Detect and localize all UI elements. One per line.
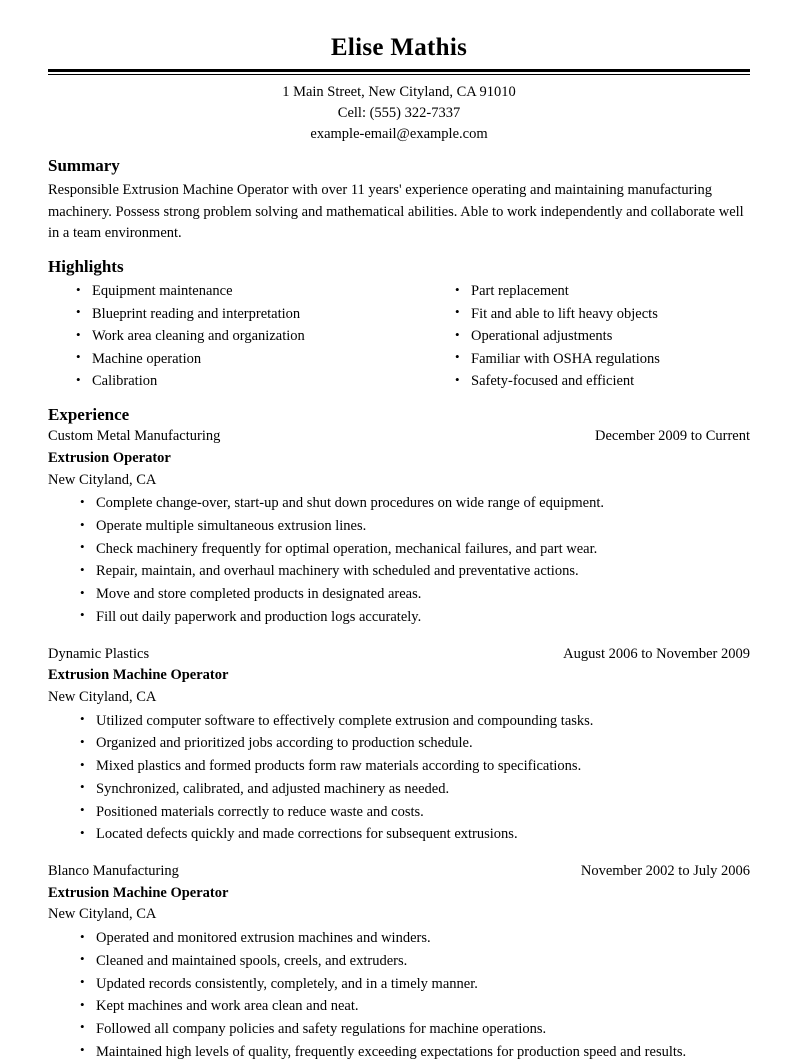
- experience-entry: [48, 644, 750, 846]
- list-item: • Synchronized, calibrated, and adjusted machinery as needed.: [48, 778, 750, 801]
- job-company: Blanco Manufacturing: [48, 862, 179, 879]
- contact-block: [48, 82, 750, 145]
- job-company: Custom Metal Manufacturing: [48, 428, 221, 445]
- list-item: • Operated and monitored extrusion machines and winders.: [48, 927, 750, 950]
- list-item: • Operational adjustments: [427, 325, 750, 347]
- list-item: • Calibration: [48, 370, 399, 392]
- job-title: Extrusion Operator: [48, 449, 171, 466]
- list-item: • Safety-focused and efficient: [427, 370, 750, 392]
- list-item: • Repair, maintain, and overhaul machinery with scheduled and preventative actions.: [48, 560, 750, 583]
- experience-section: [48, 405, 750, 1063]
- job-dates: December 2009 to Current: [594, 428, 750, 445]
- list-item: • Blueprint reading and interpretation: [48, 303, 399, 325]
- job-company: Dynamic Plastics: [48, 645, 150, 662]
- list-item: • Operate multiple simultaneous extrusion lines.: [48, 515, 750, 538]
- list-item: • Cleaned and maintained spools, creels, and extruders.: [48, 950, 750, 973]
- highlights-column-left: [48, 280, 399, 392]
- list-item: • Located defects quickly and made corrections for subsequent extrusions.: [48, 823, 750, 846]
- highlights-column-right: [399, 280, 750, 392]
- job-bullet-list: [48, 492, 750, 628]
- list-item: • Check machinery frequently for optimal operation, mechanical failures, and part wear.: [48, 538, 750, 561]
- experience-heading: Experience: [48, 404, 130, 424]
- job-location: New Cityland, CA: [48, 689, 157, 706]
- job-header-line: [48, 644, 750, 666]
- job-title: Extrusion Machine Operator: [48, 667, 229, 684]
- job-bullet-list: [48, 710, 750, 846]
- list-item: • Organized and prioritized jobs according to production schedule.: [48, 732, 750, 755]
- highlights-list-left: [48, 280, 399, 392]
- list-item: • Maintained high levels of quality, frequently exceeding expectations for production speed and results.: [48, 1041, 750, 1063]
- job-dates: August 2006 to November 2009: [563, 645, 750, 662]
- contact-email: example-email@example.com: [310, 125, 488, 142]
- list-item: • Equipment maintenance: [48, 280, 399, 302]
- job-bullet-list: [48, 927, 750, 1063]
- contact-phone: Cell: (555) 322-7337: [337, 104, 461, 121]
- list-item: • Updated records consistently, completely, and in a timely manner.: [48, 973, 750, 996]
- list-item: • Part replacement: [427, 280, 750, 302]
- summary-heading: Summary: [48, 156, 120, 176]
- summary-text: Responsible Extrusion Machine Operator with over 11 years' experience operating and maintaining manufacturing machinery. Possess strong problem solving and mathematical abilities. Able to work independently and collaborate well in a team environment.: [48, 181, 744, 242]
- job-location: New Cityland, CA: [48, 471, 157, 488]
- highlights-columns: [48, 280, 750, 392]
- list-item: • Mixed plastics and formed products form raw materials according to specifications.: [48, 755, 750, 778]
- highlights-section: [48, 257, 750, 393]
- resume-header: [48, 34, 750, 144]
- list-item: • Complete change-over, start-up and shut down procedures on wide range of equipment.: [48, 492, 750, 515]
- job-header-line: [48, 426, 750, 448]
- header-rule-thin: [48, 74, 750, 75]
- summary-section: [48, 156, 750, 245]
- highlights-heading: Highlights: [48, 257, 124, 277]
- list-item: • Familiar with OSHA regulations: [427, 348, 750, 370]
- job-title: Extrusion Machine Operator: [48, 884, 229, 901]
- list-item: • Fit and able to lift heavy objects: [427, 303, 750, 325]
- list-item: • Positioned materials correctly to reduce waste and costs.: [48, 801, 750, 824]
- candidate-name: Elise Mathis: [330, 34, 468, 61]
- highlights-list-right: [427, 280, 750, 392]
- list-item: • Move and store completed products in designated areas.: [48, 583, 750, 606]
- list-item: • Fill out daily paperwork and production logs accurately.: [48, 606, 750, 629]
- job-dates: November 2002 to July 2006: [580, 862, 750, 879]
- list-item: • Work area cleaning and organization: [48, 325, 399, 347]
- job-location: New Cityland, CA: [48, 906, 157, 923]
- experience-jobs: [48, 426, 750, 1063]
- experience-entry: [48, 861, 750, 1063]
- list-item: • Machine operation: [48, 348, 399, 370]
- experience-entry: [48, 426, 750, 628]
- list-item: • Kept machines and work area clean and neat.: [48, 995, 750, 1018]
- list-item: • Followed all company policies and safety regulations for machine operations.: [48, 1018, 750, 1041]
- job-header-line: [48, 861, 750, 883]
- list-item: • Utilized computer software to effectively complete extrusion and compounding tasks.: [48, 710, 750, 733]
- contact-address: 1 Main Street, New Cityland, CA 91010: [282, 83, 516, 100]
